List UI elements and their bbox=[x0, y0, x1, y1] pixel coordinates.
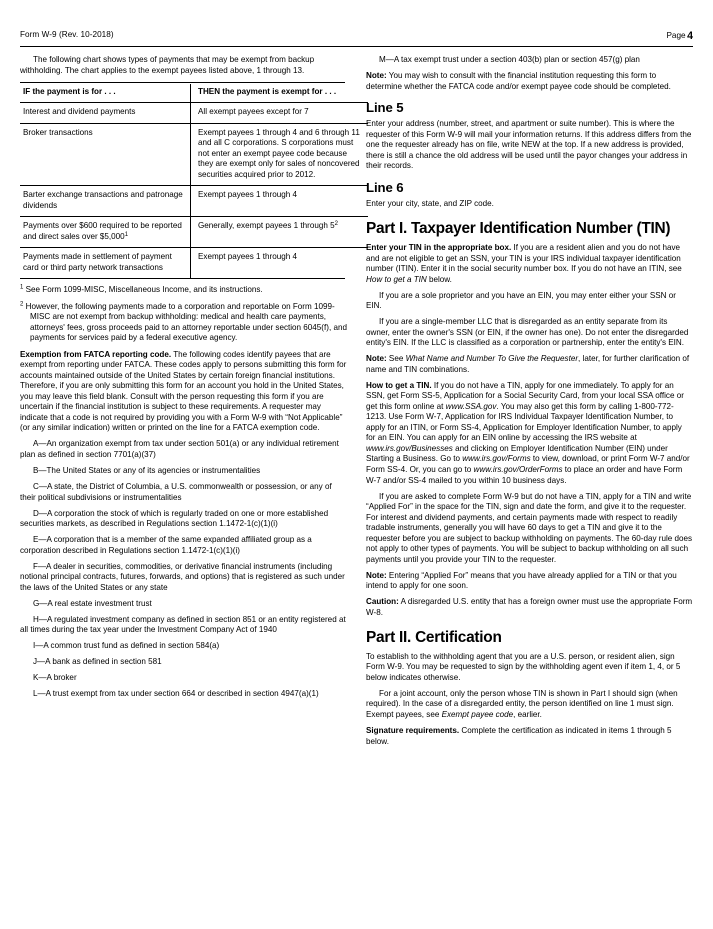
table-cell-then-text: Generally, exempt payees 1 through 5 bbox=[198, 221, 335, 231]
how-to-body-d: to view, download, or print Form W-7 and/or Form SS-4. Or, you can go to bbox=[366, 454, 690, 474]
part2-joint-account-paragraph bbox=[366, 689, 693, 721]
table-header-if: IF the payment is for . . . bbox=[23, 86, 116, 96]
note-body: Entering “Applied For” means that you have already applied for a TIN or that you intend to apply for one soon. bbox=[366, 570, 677, 591]
link-irs-orderforms: www.irs.gov/OrderForms bbox=[473, 464, 563, 474]
exempt-payee-code-reference: Exempt payee code bbox=[441, 709, 514, 719]
table-cell-then bbox=[191, 217, 369, 248]
enter-tin-label: Enter your TIN in the appropriate box. bbox=[366, 243, 512, 253]
note-label: Note: bbox=[366, 570, 387, 580]
part1-single-member-llc-paragraph: If you are a single-member LLC that is disregarded as an entity separate from its owner, enter the owner's SSN (or EIN, if the owner has one). Do not enter the disregarded entity's EIN. If the LLC is classified as a corporation or partnership, enter the entity's EIN. bbox=[366, 317, 689, 348]
fatca-code-d: D—A corporation the stock of which is regularly traded on one or more established securities markets, as described in Regulations section 1.1472-1(c)(1)(i) bbox=[20, 508, 329, 529]
note-label: Note: bbox=[366, 71, 387, 81]
table-row bbox=[20, 248, 368, 279]
how-to-get-tin-paragraph bbox=[366, 381, 693, 486]
link-ssa-gov: www.SSA.gov bbox=[445, 401, 497, 411]
table-row bbox=[20, 103, 368, 124]
line-5-body: Enter your address (number, street, and apartment or suite number). This is where the requester of this Form W-9 will mail your information returns. If this address differs from the one the requester already has on file, write NEW at the top. If a new address is provided, there is still a chance the old address will be used until the payor changes your address in their records. bbox=[366, 119, 692, 171]
table-cell-if: Barter exchange transactions and patronage dividends bbox=[20, 186, 191, 217]
line-6-body: Enter your city, state, and ZIP code. bbox=[366, 198, 494, 208]
fatca-code-e: E—A corporation that is a member of the same expanded affiliated group as a corporation described in Regulations section 1.1472-1(c)(1)(i) bbox=[20, 535, 312, 555]
footnote-1 bbox=[20, 285, 347, 296]
signature-requirements-body: Complete the certification as indicated in items 1 through 5 below. bbox=[366, 725, 672, 746]
table-cell-if: Broker transactions bbox=[20, 123, 191, 186]
left-column bbox=[20, 55, 360, 705]
table-cell-if: Payments made in settlement of payment card or third party network transactions bbox=[20, 248, 191, 279]
fatca-code-f: F—A dealer in securities, commodities, or derivative financial instruments (including notional principal contracts, futures, forwards, and options) that is registered as such under the laws of the United States or any state bbox=[20, 561, 345, 592]
table-cell-if bbox=[20, 217, 191, 248]
table-row bbox=[20, 217, 368, 248]
heading-part-1: Part I. Taxpayer Identification Number (TIN) bbox=[366, 220, 671, 238]
part1-sole-proprietor-paragraph: If you are a sole proprietor and you have an EIN, you may enter either your SSN or EIN. bbox=[366, 290, 676, 311]
enter-tin-body-a: If you are a resident alien and you do not have and are not eligible to get an SSN, your TIN is your IRS individual taxpayer identification number (ITIN). Enter it in the social security number box. If you do not have an ITIN, see bbox=[366, 243, 682, 274]
footnote-2-marker: 2 bbox=[20, 301, 24, 308]
link-irs-forms: www.irs.gov/Forms bbox=[462, 454, 531, 464]
part2-establish-paragraph: To establish to the withholding agent that you are a U.S. person, or resident alien, sign Form W-9. You may be requested to sign by the withholding agent even if item 1, 4, or 5 below indicates otherwise. bbox=[366, 651, 681, 682]
fatca-code-m: M—A tax exempt trust under a section 403(b) plan or section 457(g) plan bbox=[379, 55, 640, 64]
fatca-code-l: L—A trust exempt from tax under section 664 or described in section 4947(a)(1) bbox=[33, 689, 319, 699]
note-label: Note: bbox=[366, 354, 387, 364]
table-header-row bbox=[20, 84, 368, 103]
table-row bbox=[20, 186, 368, 217]
footnote-2 bbox=[20, 302, 347, 344]
part1-enter-tin-paragraph bbox=[366, 243, 693, 285]
note-body: You may wish to consult with the financial institution requesting this form to determine whether the FATCA code and/or exempt payee code should be completed. bbox=[366, 71, 671, 91]
header-divider bbox=[20, 46, 693, 47]
note-body-a: See bbox=[386, 354, 406, 364]
how-to-get-tin-label: How to get a TIN. bbox=[366, 380, 432, 390]
fatca-code-k: K—A broker bbox=[33, 673, 77, 683]
how-to-body-a: If you do not have a TIN, apply for one immediately. To apply for an SSN, get Form SS-5, Application for a Social Security Card, from your local SSA office or get this form online at bbox=[366, 380, 684, 411]
joint-account-body-a: For a joint account, only the person whose TIN is shown in Part I should sign (when required). In the case of a disregarded entity, the person identified on line 1 must sign. Exempt payees, see bbox=[366, 688, 678, 719]
fatca-code-i: I—A common trust fund as defined in section 584(a) bbox=[33, 641, 220, 651]
note-body-b: , later, for further clarification of name and TIN combinations. bbox=[366, 354, 690, 374]
fatca-code-a: A—An organization exempt from tax under section 501(a) or any individual retirement plan as defined in section 7701(a)(37) bbox=[20, 439, 339, 459]
how-to-body-c: and clicking on Employer Identification Number (EIN) under Starting a Business. Go to bbox=[366, 443, 668, 464]
caution-paragraph bbox=[366, 597, 693, 618]
chart-bottom-border bbox=[20, 278, 345, 279]
chart-intro-paragraph: The following chart shows types of payments that may be exempt from backup withholding. The chart applies to the exempt payees listed above, 1 through 13. bbox=[20, 55, 315, 75]
table-row bbox=[20, 123, 368, 186]
table-cell-then: Exempt payees 1 through 4 bbox=[191, 248, 369, 279]
footnote-2-text: However, the following payments made to a corporation and reportable on Form 1099-MISC are not exempt from backup withholding: medical and health care payments, attorneys' fees, gross proceeds paid to an attorney reportable under section 6045(f), and payments for services paid by a federal executive agency. bbox=[25, 301, 347, 343]
enter-tin-body-b: below. bbox=[426, 274, 452, 284]
heading-line-5: Line 5 bbox=[366, 100, 404, 116]
note-fatca-exempt-payee bbox=[366, 71, 693, 92]
caution-body: A disregarded U.S. entity that has a foreign owner must use the appropriate Form W-8. bbox=[366, 597, 693, 617]
form-label: Form W-9 (Rev. 10-2018) bbox=[20, 30, 114, 39]
how-to-get-tin-reference: How to get a TIN bbox=[366, 274, 427, 284]
page-number: 4 bbox=[687, 30, 693, 42]
table-cell-then: Exempt payees 1 through 4 and 6 through 11 and all C corporations. S corporations must not enter an exempt payee code because they are exempt only for sales of noncovered securities acquired prior to 2012. bbox=[191, 123, 369, 186]
fatca-code-c: C—A state, the District of Columbia, a U.S. commonwealth or possession, or any of their political subdivisions or instrumentalities bbox=[20, 481, 332, 502]
table-header-then: THEN the payment is exempt for . . . bbox=[191, 84, 369, 103]
note-what-name-and-number bbox=[366, 354, 693, 375]
fatca-code-b: B—The United States or any of its agencies or instrumentalities bbox=[33, 465, 261, 475]
heading-part-2: Part II. Certification bbox=[366, 629, 502, 647]
fatca-reporting-body: The following codes identify payees that are exempt from reporting under FATCA. These codes apply to persons submitting this form for accounts maintained outside of the United States by certain foreign financial institutions. Therefore, if you are only submitting this form for an account you hold in the United States, you may leave this field blank. Consult with the person requesting this form if you are uncertain if the financial institution is subject to these requirements. A requester may indicate that a code is not required by providing you with a Form W-9 with “Not Applicable” (or any similar indication) written or printed on the line for a FATCA exemption code. bbox=[20, 349, 347, 433]
footnote-1-text: See Form 1099-MISC, Miscellaneous Income, and its instructions. bbox=[25, 285, 263, 295]
table-cell-if: Interest and dividend payments bbox=[20, 103, 191, 124]
fatca-reporting-label: Exemption from FATCA reporting code. bbox=[20, 349, 172, 359]
exempt-payment-chart bbox=[20, 84, 368, 279]
what-name-number-reference: What Name and Number To Give the Requester bbox=[405, 354, 579, 364]
page-word: Page bbox=[666, 31, 686, 40]
applied-for-paragraph: If you are asked to complete Form W-9 but do not have a TIN, apply for a TIN and write “Applied For” in the space for the TIN, sign and date the form, and give it to the requester. For interest and dividend payments, and certain payments made with respect to readily tradable instruments, generally you will have 60 days to get a TIN and give it to the requester before you are subject to backup withholding on payments. The 60-day rule does not apply to other types of payments. You will be subject to backup withholding on all such payments until you provide your TIN to the requester. bbox=[366, 491, 693, 564]
right-column bbox=[366, 55, 693, 753]
how-to-body-b: . You may also get this form by calling 1-800-772-1213. Use Form W-7, Application for IRS Individual Taxpayer Identification Number, to apply for an ITIN, or Form SS-4, Application for Employer Identification Number, to apply for an EIN. You can apply for an EIN online by accessing the IRS website at bbox=[366, 401, 682, 443]
page-number-label bbox=[666, 30, 693, 44]
signature-requirements-paragraph bbox=[366, 726, 693, 747]
joint-account-body-b: , earlier. bbox=[513, 709, 542, 719]
fatca-reporting-paragraph bbox=[20, 350, 347, 434]
signature-requirements-label: Signature requirements. bbox=[366, 725, 460, 735]
link-irs-businesses: www.irs.gov/Businesses bbox=[366, 443, 453, 453]
caution-label: Caution: bbox=[366, 597, 399, 607]
table-cell-then: Exempt payees 1 through 4 bbox=[191, 186, 369, 217]
heading-line-6: Line 6 bbox=[366, 179, 404, 195]
footnote-ref-1: 1 bbox=[124, 231, 129, 238]
note-applied-for bbox=[366, 571, 693, 592]
fatca-code-h: H—A regulated investment company as defined in section 851 or an entity registered at all times during the tax year under the Investment Company Act of 1940 bbox=[20, 614, 346, 635]
footnote-1-marker: 1 bbox=[20, 284, 24, 291]
fatca-code-j: J—A bank as defined in section 581 bbox=[33, 657, 162, 667]
footnote-ref-2: 2 bbox=[334, 221, 338, 228]
chart-top-border bbox=[20, 82, 345, 83]
table-cell-then: All exempt payees except for 7 bbox=[191, 103, 369, 124]
table-cell-if-text: Payments over $600 required to be reported and direct sales over $5,000 bbox=[23, 221, 182, 241]
how-to-body-e: to place an order and have Form W-7 and/or SS-4 mailed to you within 10 business days. bbox=[366, 464, 683, 485]
fatca-code-g: G—A real estate investment trust bbox=[33, 598, 152, 608]
